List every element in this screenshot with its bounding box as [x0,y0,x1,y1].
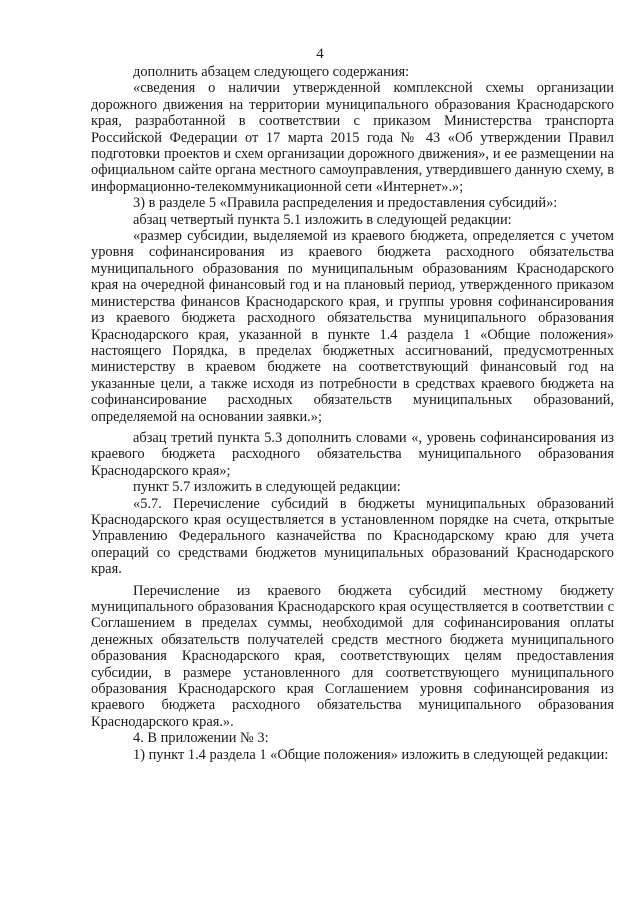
document-body [91,64,614,763]
paragraph-5: «размер субсидии, выделяемой из краевого бюджета, определяется с учетом уровня софинансирования из краевого бюджета расходного обязательства муниципального образования по муниципальным образованиям Краснодарского края на очередной финансовый год и на плановый период, утвержденного приказом министерства финансов Краснодарского края, и группы уровня софинансирования из краевого бюджета расходного обязательства муниципального образования Краснодарского края, указанной в пункте 1.4 раздела 1 «Общие положения» настоящего Порядка, в пределах бюджетных ассигнований, предусмотренных министерству в краевом бюджете на соответствующий финансовый год на указанные цели, а также исходя из потребности в средствах краевого бюджета на софинансирование расходных обязательств муниципальных образований, определяемой на основании заявки.»; [91,228,614,425]
paragraph-3: 3) в разделе 5 «Правила распределения и предоставления субсидий»: [133,195,558,212]
paragraph-1: дополнить абзацем следующего содержания: [133,64,410,80]
paragraph-8: «5.7. Перечисление субсидий в бюджеты муниципальных образований Краснодарского края осуществляется в установленном порядке на счета, открытые Управлению Федерального казначейства по Краснодарскому краю для учета операций со средствами бюджетов муниципальных образований Краснодарского края. [91,495,614,578]
paragraph-2: «сведения о наличии утвержденной комплексной схемы организации дорожного движения на территории муниципального образования Краснодарского края, разработанной в соответствии с приказом Министерства транспорта Российской Федерации от 17 марта 2015 года № 43 «Об утверждении Правил подготовки проектов и схем организации дорожного движения», и ее размещении на официальном сайте органа местного самоуправления, утвердившего данную схему, в информационно-телекоммуникационной сети «Интернет».»; [91,80,614,195]
paragraph-4: абзац четвертый пункта 5.1 изложить в следующей редакции: [133,211,512,228]
paragraph-6: абзац третий пункта 5.3 дополнить словами «, уровень софинансирования из краевого бюджета расходного обязательства муниципального образования Краснодарского края»; [91,429,614,479]
paragraph-7: пункт 5.7 изложить в следующей редакции: [133,479,401,496]
page-number: 4 [316,46,324,62]
paragraph-11: 1) пункт 1.4 раздела 1 «Общие положения» изложить в следующей редакции: [133,746,609,763]
paragraph-9: Перечисление из краевого бюджета субсидий местному бюджету муниципального образования Краснодарского края осуществляется в соответствии с Соглашением в пределах суммы, необходимой для софинансирования оплаты денежных обязательств получателей средств местного бюджета муниципального образования Краснодарского края, соответствующих целям предоставления субсидии, в размере установленного для соответствующего муниципального образования Краснодарского края Соглашением уровня софинансирования из краевого бюджета расходного обязательства муниципального образования Краснодарского края.». [91,582,614,730]
paragraph-10: 4. В приложении № 3: [133,730,269,747]
